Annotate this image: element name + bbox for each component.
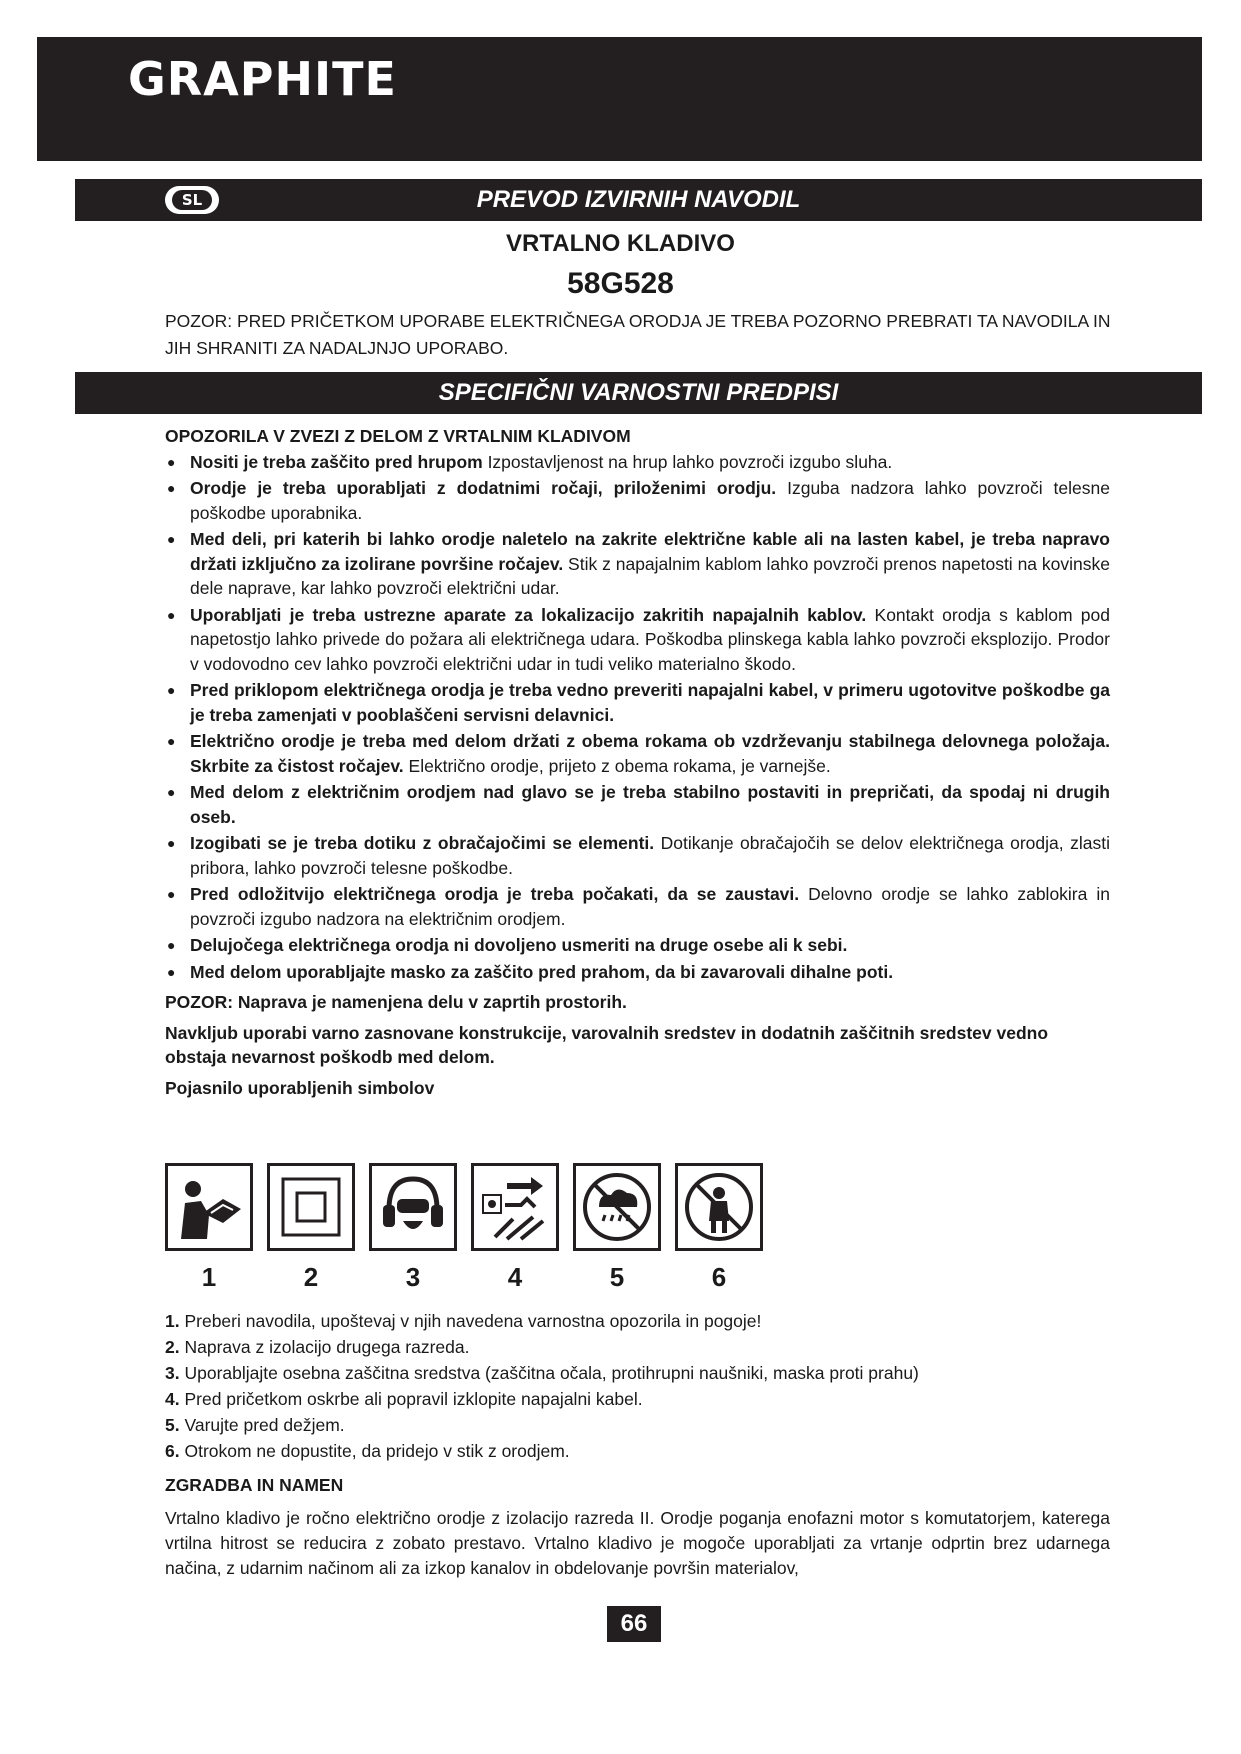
rule-text: Izpostavljenost na hrup lahko povzroči izgubo sluha. xyxy=(482,451,893,472)
legend-number: 4. xyxy=(165,1389,180,1409)
read-instructions-warning: POZOR: PRED PRIČETKOM UPORABE ELEKTRIČNEGA ORODJA JE TREBA POZORNO PREBRATI TA NAVODILA IN JIH SHRANITI ZA NADALJNJO UPORABO. xyxy=(165,311,1111,358)
rules-heading: OPOZORILA V ZVEZI Z DELOM Z VRTALNIM KLADIVOM xyxy=(165,426,631,446)
list-item xyxy=(165,933,1110,958)
rule-bold: Med deli, pri katerih bi lahko orodje naletelo na zakrite električne kable ali na lasten kabel, je treba napravo držati izključno za izolirane površine ročajev. xyxy=(190,529,1110,574)
rule-bold: Pred priklopom električnega orodja je treba vedno preveriti napajalni kabel, v primeru ugotovitve poškodbe ga je treba zamenjati v pooblaščeni servisni delavnici. xyxy=(190,680,1110,725)
rule-text: Stik z napajalnim kablom lahko povzroči prenos napetosti na kovinske dele naprave, kar lahko povzroči električni udar. xyxy=(190,553,1110,598)
list-item xyxy=(165,1308,1110,1334)
rule-bold: Izogibati se je treba dotiku z obračajočimi se elementi. xyxy=(190,833,655,853)
rule-bold: Uporabljati je treba ustrezne aparate za lokalizacijo zakritih napajalnih kablov. xyxy=(190,604,867,625)
rule-bold: Pred odložitvijo električnega orodja je treba počakati, da se zaustavi. xyxy=(190,884,800,904)
list-item xyxy=(165,960,1110,985)
class-ii-insulation-icon xyxy=(267,1163,355,1251)
section-title: SPECIFIČNI VARNOSTNI PREDPISI xyxy=(438,379,839,406)
legend-text: Naprava z izolacijo drugega razreda. xyxy=(179,1337,470,1357)
rule-text: Kontakt orodja s kablom pod napetostjo lahko privede do požara ali električnega udara. Poškodba plinskega kabla lahko povzroči eksplozijo. Prodor v vodovodno cev lahko povzroči električni udar in tudi veliko materialno škodo. xyxy=(190,604,1111,674)
list-item xyxy=(165,450,1110,475)
document-title: PREVOD IZVIRNIH NAVODIL xyxy=(476,186,801,213)
list-item xyxy=(165,1386,1110,1412)
legend-number: 5. xyxy=(165,1415,180,1435)
graphite-logo: GRAPHITE xyxy=(128,52,397,106)
rule-bold: Električno orodje je treba med delom držati z obema rokama ob vzdrževanju stabilnega delovnega položaja. Skrbite za čistost ročajev. xyxy=(190,731,1110,776)
list-item xyxy=(165,1438,1110,1464)
unplug-before-maintenance-icon xyxy=(471,1163,559,1251)
safety-content xyxy=(165,424,1110,1100)
legend-text: Preberi navodila, upoštevaj v njih navedena varnostna opozorila in pogoje! xyxy=(179,1311,762,1331)
legend-number: 2. xyxy=(165,1337,180,1357)
list-item xyxy=(165,1412,1110,1438)
list-item xyxy=(165,780,1110,829)
design-purpose-text: Vrtalno kladivo je ročno električno orodje z izolacijo razreda II. Orodje poganja enofazni motor s komutatorjem, katerega vrtilna hitrost se reducira z zobato prestavo. Vrtalno kladivo je mogoče uporabljati za vrtanje odprtin brez udarnega načina, z udarnim načinom ali za izkop kanalov in obdelovanje površin materialov, xyxy=(165,1508,1110,1578)
symbol-number: 4 xyxy=(507,1262,523,1292)
residual-risk-notice: Navkljub uporabi varno zasnovane konstrukcije, varovalnih sredstev in dodatnih zaščitnih sredstev vedno obstaja nevarnost poškodb med delom. xyxy=(165,1022,1049,1067)
section-bar xyxy=(75,372,1202,414)
rule-bold: Med delom uporabljajte masko za zaščito pred prahom, da bi zavarovali dihalne poti. xyxy=(190,961,894,982)
rule-bold: Delujočega električnega orodja ni dovoljeno usmeriti na druge osebe ali k sebi. xyxy=(190,935,848,955)
rule-text: Dotikanje obračajočih se delov električnega orodja, zlasti pribora, lahko povzroči telesne poškodbe. xyxy=(190,833,1110,878)
rule-text: Električno orodje, prijeto z obema rokama, je varnejše. xyxy=(403,755,831,776)
rule-bold: Orodje je treba uporabljati z dodatnimi ročaji, priloženimi orodju. xyxy=(190,478,777,498)
list-item xyxy=(165,882,1110,931)
protective-equipment-icon xyxy=(369,1163,457,1251)
legend-number: 1. xyxy=(165,1311,180,1331)
indoor-use-notice: POZOR: Naprava je namenjena delu v zaprtih prostorih. xyxy=(165,992,627,1012)
list-item xyxy=(165,831,1110,880)
keep-away-children-icon xyxy=(675,1163,763,1251)
legend-text: Varujte pred dežjem. xyxy=(179,1415,345,1435)
language-badge-label: SL xyxy=(172,190,212,210)
design-purpose-section xyxy=(165,1473,1110,1581)
list-item xyxy=(165,678,1110,727)
rule-text: Delovno orodje se lahko zablokira in povzroči izgubo nadzora na električnim orodjem. xyxy=(190,884,1110,929)
product-name: VRTALNO KLADIVO xyxy=(506,230,735,257)
legend-number: 6. xyxy=(165,1441,180,1461)
symbol-number: 6 xyxy=(711,1262,727,1292)
symbol-number: 5 xyxy=(609,1262,625,1292)
rule-bold: Med delom z električnim orodjem nad glavo se je treba stabilno postaviti in prepričati, da spodaj ni drugih oseb. xyxy=(190,782,1110,827)
rule-bold: Nositi je treba zaščito pred hrupom xyxy=(190,451,483,472)
list-item xyxy=(165,1360,1110,1386)
rules-list xyxy=(165,450,1110,985)
legend-text: Uporabljajte osebna zaščitna sredstva (zaščitna očala, protihrupni naušniki, maska proti prahu) xyxy=(179,1363,919,1383)
legend-text: Pred pričetkom oskrbe ali popravil izklopite napajalni kabel. xyxy=(179,1389,643,1409)
legend-text: Otrokom ne dopustite, da pridejo v stik z orodjem. xyxy=(179,1441,570,1461)
title-bar xyxy=(75,179,1202,221)
rule-text: Izguba nadzora lahko povzroči telesne poškodbe uporabnika. xyxy=(190,478,1110,523)
symbols-legend xyxy=(165,1308,1110,1464)
list-item xyxy=(165,729,1110,778)
symbol-number: 2 xyxy=(303,1262,319,1292)
list-item xyxy=(165,476,1110,525)
design-purpose-heading: ZGRADBA IN NAMEN xyxy=(165,1475,344,1495)
list-item xyxy=(165,527,1110,601)
symbols-heading: Pojasnilo uporabljenih simbolov xyxy=(165,1077,435,1098)
product-code: 58G528 xyxy=(567,267,674,300)
legend-number: 3. xyxy=(165,1363,180,1383)
protect-from-rain-icon xyxy=(573,1163,661,1251)
list-item xyxy=(165,603,1110,677)
symbol-number: 1 xyxy=(201,1262,217,1292)
page-number: 66 xyxy=(607,1606,661,1642)
symbol-number: 3 xyxy=(405,1262,421,1292)
read-manual-icon xyxy=(165,1163,253,1251)
list-item xyxy=(165,1334,1110,1360)
